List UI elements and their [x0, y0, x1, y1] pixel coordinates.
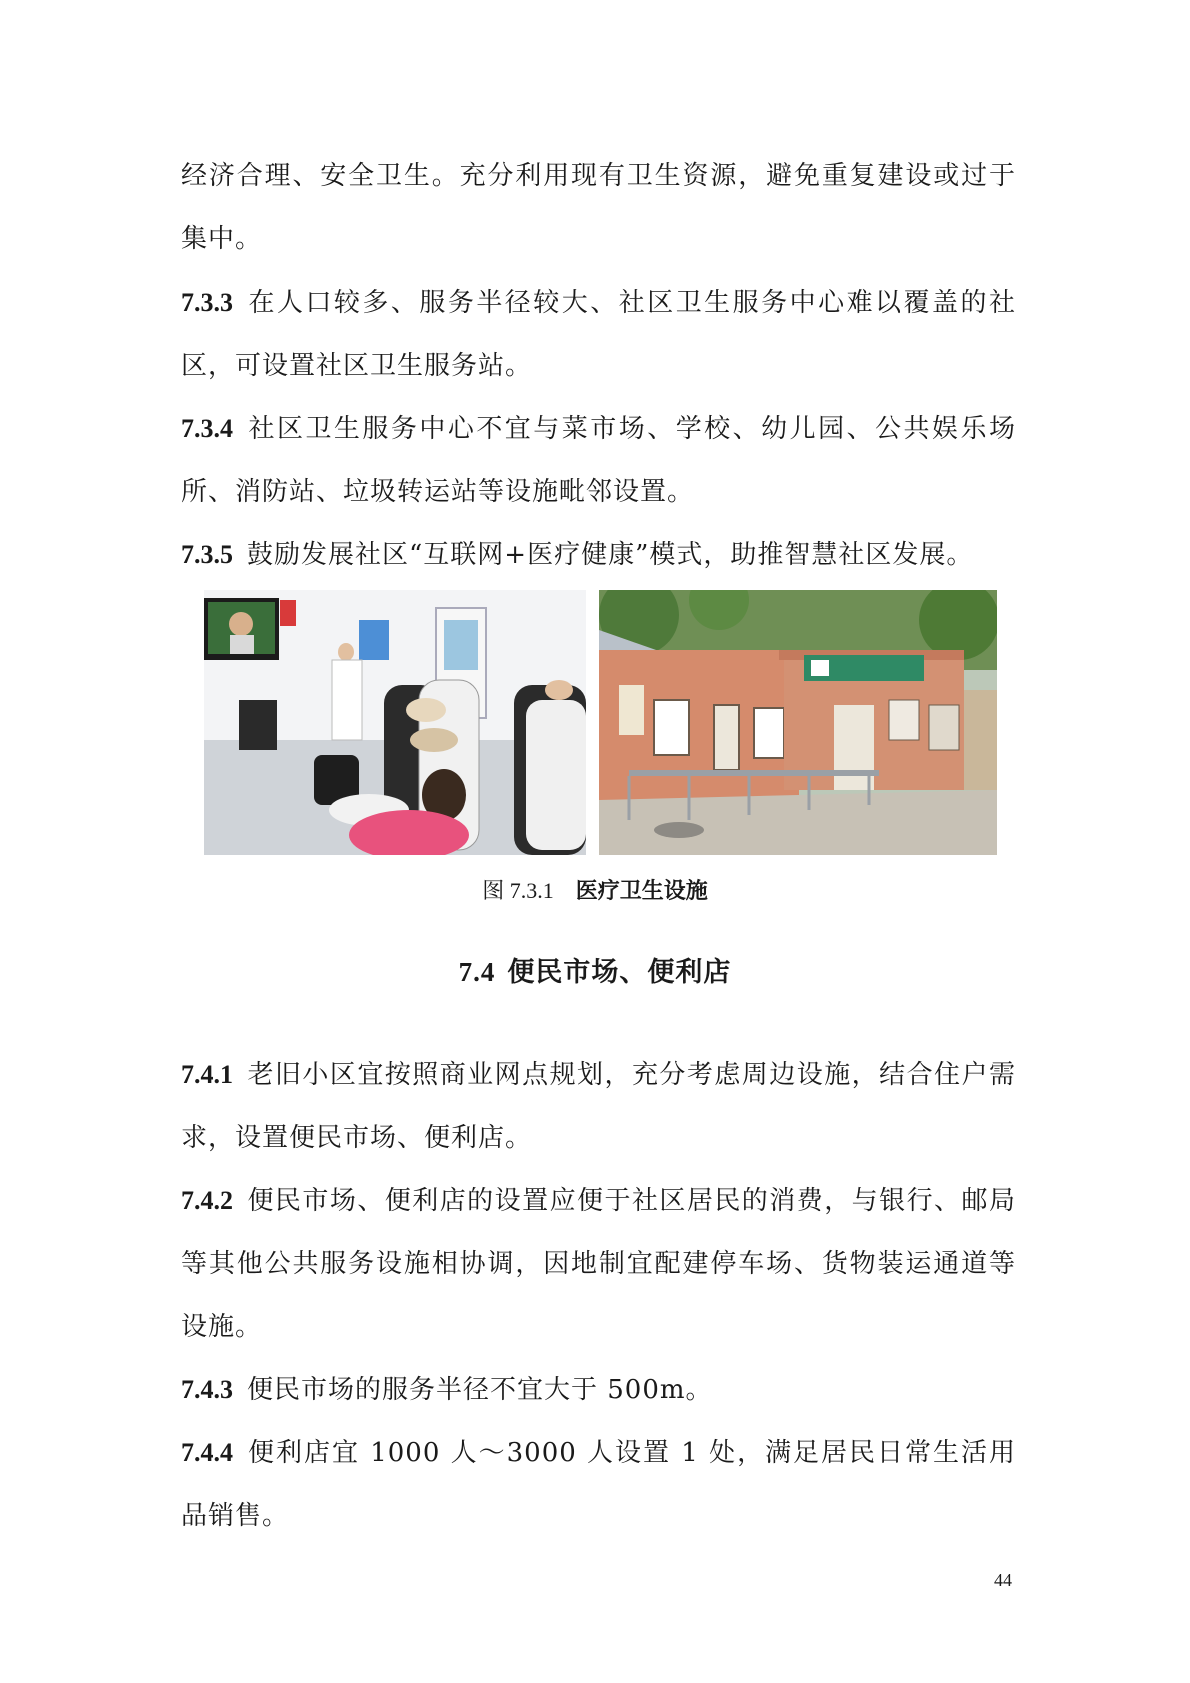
figure-title: 医疗卫生设施 [575, 878, 708, 904]
infusion-room-photo [204, 590, 586, 855]
clause-7-3-4 [181, 397, 1016, 524]
clause-7-4-3 [181, 1358, 1016, 1422]
health-station-building-photo [599, 590, 997, 855]
clause-text: 在人口较多、服务半径较大、社区卫生服务中心难以覆盖的社区，可设置社区卫生服务站。 [181, 288, 1016, 381]
figure-caption [0, 874, 1190, 905]
clause-number: 7.4.3 [181, 1375, 233, 1404]
section-number: 7.4 [458, 957, 496, 987]
clause-text: 便民市场、便利店的设置应便于社区居民的消费，与银行、邮局等其他公共服务设施相协调，因地制宜配建停车场、货物装运通道等设施。 [181, 1186, 1016, 1342]
figure-number: 图 7.3.1 [482, 878, 554, 903]
clause-7-3-3 [181, 271, 1016, 398]
clause-7-4-1 [181, 1043, 1016, 1170]
clause-number: 7.3.4 [181, 414, 233, 443]
clause-text: 老旧小区宜按照商业网点规划，充分考虑周边设施，结合住户需求，设置便民市场、便利店。 [181, 1060, 1016, 1153]
section-title: 便民市场、便利店 [507, 957, 732, 988]
clause-text: 便利店宜 1000 人～3000 人设置 1 处，满足居民日常生活用品销售。 [181, 1438, 1016, 1531]
clause-7-3-5 [181, 523, 1016, 587]
clause-number: 7.4.4 [181, 1438, 233, 1467]
clause-number: 7.4.1 [181, 1060, 233, 1089]
clause-text: 便民市场的服务半径不宜大于 500m。 [247, 1375, 713, 1405]
section-heading [0, 950, 1190, 989]
paragraph-text: 经济合理、安全卫生。充分利用现有卫生资源，避免重复建设或过于集中。 [181, 161, 1016, 254]
paragraph-continued [181, 145, 1016, 271]
page-number: 44 [994, 1570, 1012, 1590]
clause-number: 7.4.2 [181, 1186, 233, 1215]
clause-text: 社区卫生服务中心不宜与菜市场、学校、幼儿园、公共娱乐场所、消防站、垃圾转运站等设施毗邻设置。 [181, 414, 1016, 507]
clause-number: 7.3.5 [181, 540, 233, 569]
clause-7-4-2 [181, 1169, 1016, 1359]
clause-number: 7.3.3 [181, 288, 233, 317]
clause-text: 鼓励发展社区“互联网+医疗健康”模式，助推智慧社区发展。 [247, 540, 974, 570]
clause-7-4-4 [181, 1421, 1016, 1548]
